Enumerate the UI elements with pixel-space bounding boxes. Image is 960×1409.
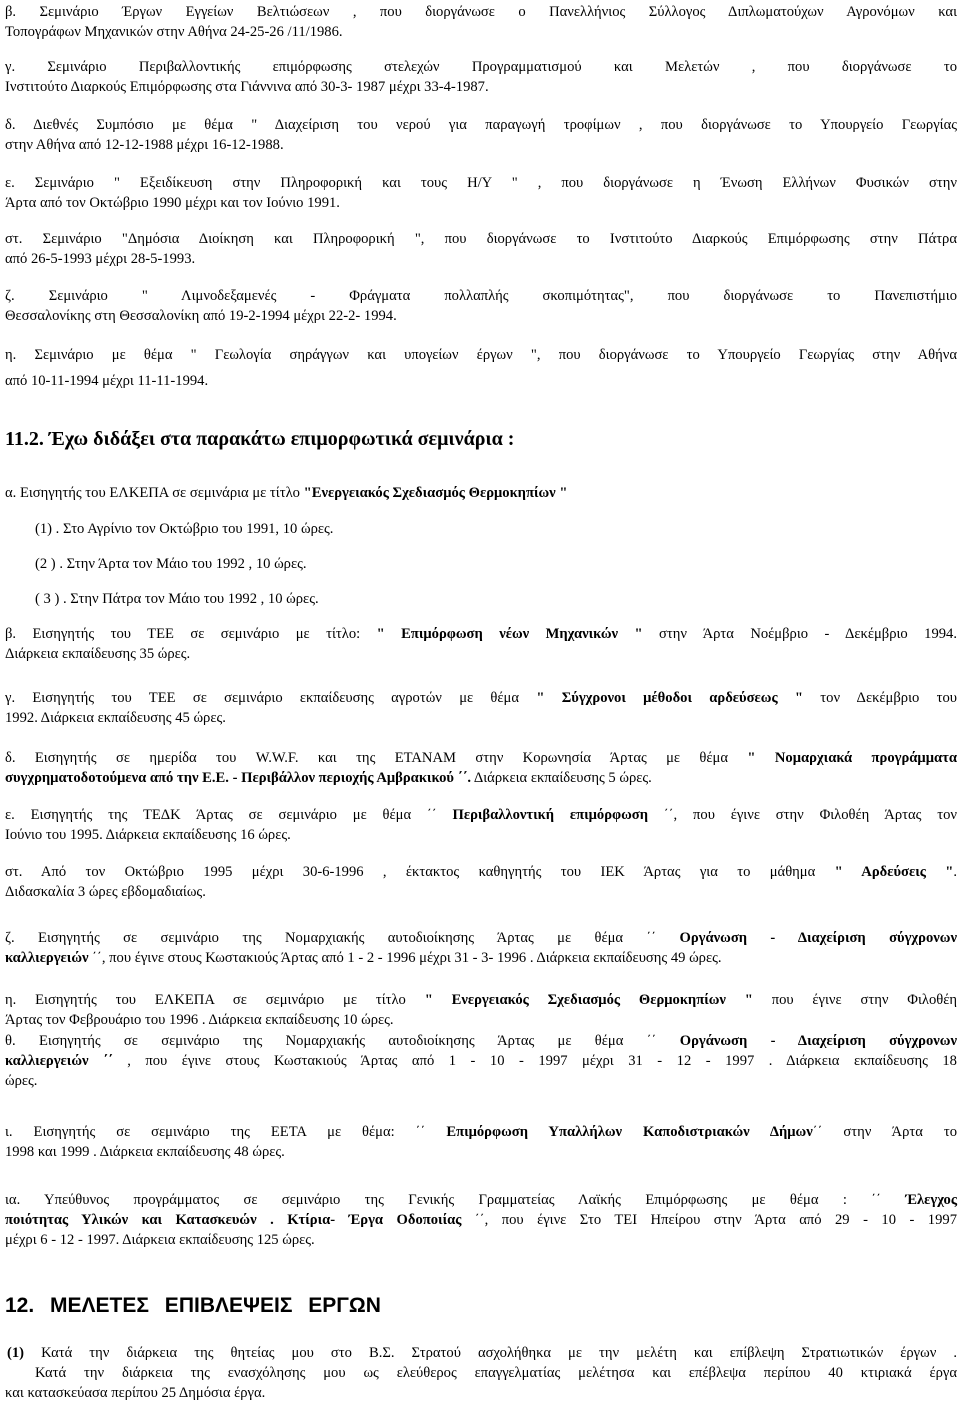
teaching-item-beta: β. Εισηγητής του ΤΕΕ σε σεμινάριο με τίτλο: " Επιμόρφωση νέων Μηχανικών " στην Άρτα Νοέμβριο - Δεκέμβριο 1994. Διάρκεια εκπαίδευσης 35 ώρες.	[5, 626, 957, 662]
teaching-item-delta: δ. Εισηγητής σε ημερίδα του W.W.F. και της ΕΤΑΝΑΜ στην Κορωνησία Άρτας με θέμα " Νομαρχιακά προγράμματα συγχρηματοδοτούμενα από την Ε.Ε. - Περιβάλλον περιοχής Αμβρακικού ΄΄. Διάρκεια εκπαίδευσης 5 ώρες.	[5, 750, 957, 786]
teaching-item-theta: θ. Εισηγητής σε σεμινάριο της Νομαρχιακής αυτοδιοίκησης Άρτας με θέμα ΄΄ Οργάνωση - Διαχείριση σύγχρονων καλλιεργειών ΄΄ , που έγινε στους Κωστακιούς Άρτας από 1 - 10 - 1997 μέχρι 31 - 12 - 1997 . Διάρκεια εκπαίδευσης 18 ώρες.	[5, 1033, 957, 1089]
teaching-item-iota: ι. Εισηγητής σε σεμινάριο της ΕΕΤΑ με θέμα: ΄΄ Επιμόρφωση Υπαλλήλων Καποδιστριακών Δήμων΄΄ στην Άρτα το 1998 και 1999 . Διάρκεια εκπαίδευσης 48 ώρες.	[5, 1124, 957, 1160]
seminar-item-eta: η. Σεμινάριο με θέμα " Γεωλογία σηράγγων και υπογείων έργων ", που διοργάνωσε το Υπουργείο Γεωργίας στην Αθήνα από 10-11-1994 μέχρι 11-11-1994.	[5, 347, 957, 389]
teaching-item-stigma: στ. Από τον Οκτώβριο 1995 μέχρι 30-6-1996 , έκτακτος καθηγητής του ΙΕΚ Άρτας για το μάθημα " Αρδεύσεις ". Διδασκαλία 3 ώρες εβδομαδιαίως.	[5, 864, 957, 900]
seminar-item-gamma: γ. Σεμινάριο Περιβαλλοντικής επιμόρφωσης στελεχών Προγραμματισμού και Μελετών , που διοργάνωσε το Ινστιτούτο Διαρκούς Επιμόρφωσης στα Γιάννινα από 30-3- 1987 μέχρι 33-4-1987.	[5, 59, 957, 95]
teaching-item-alpha: α. Εισηγητής του ΕΛΚΕΠΑ σε σεμινάρια με τίτλο "Ενεργειακός Σχεδιασμός Θερμοκηπίων "	[5, 485, 568, 501]
teaching-sub-item-1: (1) . Στο Αγρίνιο τον Οκτώβριο του 1991, 10 ώρες.	[35, 521, 334, 537]
seminar-item-delta: δ. Διεθνές Συμπόσιο με θέμα " Διαχείριση του νερού για παραγωγή τροφίμων , που διοργάνωσε το Υπουργείο Γεωργίας στην Αθήνα από 12-12-1988 μέχρι 16-12-1988.	[5, 117, 957, 153]
teaching-item-iota-alpha: ια. Υπεύθυνος προγράμματος σε σεμινάριο της Γενικής Γραμματείας Λαϊκής Επιμόρφωσης με θέμα : ΄΄ Έλεγχος ποιότητας Υλικών και Κατασκευών . Κτίρια- Έργα Οδοποιίας ΄΄, που έγινε Στο ΤΕΙ Ηπείρου στην Άρτα από 29 - 10 - 1997 μέχρι 6 - 12 - 1997. Διάρκεια εκπαίδευσης 125 ώρες.	[5, 1192, 957, 1248]
section-11-2-heading: 11.2. Έχω διδάξει στα παρακάτω επιμορφωτικά σεμινάρια :	[5, 428, 515, 450]
studies-item-1: (1) Κατά την διάρκεια της θητείας μου στο Β.Σ. Στρατού ασχολήθηκα με την μελέτη και επίβλεψη Στρατιωτικών έργων . Κατά την διάρκεια της ενασχόλησης μου ως ελεύθερος επαγγελματίας μελέτησα και επέβλεψα περίπου 40 κτιριακά έργα και κατασκεύασα περίπου 25 Δημόσια έργα.	[5, 1345, 957, 1401]
seminar-item-beta: β. Σεμινάριο Έργων Εγγείων Βελτιώσεων , που διοργάνωσε ο Πανελλήνιος Σύλλογος Διπλωματούχων Αγρονόμων και Τοπογράφων Μηχανικών στην Αθήνα 24-25-26 /11/1986.	[5, 4, 957, 40]
seminar-item-stigma: στ. Σεμινάριο "Δημόσια Διοίκηση και Πληροφορική ", που διοργάνωσε το Ινστιτούτο Διαρκούς Επιμόρφωσης στην Πάτρα από 26-5-1993 μέχρι 28-5-1993.	[5, 231, 957, 267]
teaching-item-zeta: ζ. Εισηγητής σε σεμινάριο της Νομαρχιακής αυτοδιοίκησης Άρτας με θέμα ΄΄ Οργάνωση - Διαχείριση σύγχρονων καλλιεργειών ΄΄, που έγινε στους Κωστακιούς Άρτας από 1 - 2 - 1996 μέχρι 31 - 3- 1996 . Διάρκεια εκπαίδευσης 49 ώρες.	[5, 930, 957, 966]
teaching-sub-item-2: (2 ) . Στην Άρτα τον Μάιο του 1992 , 10 ώρες.	[35, 556, 307, 572]
seminar-item-epsilon: ε. Σεμινάριο " Εξειδίκευση στην Πληροφορική και τους Η/Υ " , που διοργάνωσε η Ένωση Ελλήνων Φυσικών στην Άρτα από τον Οκτώβριο 1990 μέχρι και τον Ιούνιο 1991.	[5, 175, 957, 211]
teaching-item-epsilon: ε. Εισηγητής της ΤΕΔΚ Άρτας σε σεμινάριο με θέμα ΄΄ Περιβαλλοντική επιμόρφωση ΄΄, που έγινε στην Φιλοθέη Άρτας τον Ιούνιο του 1995. Διάρκεια εκπαίδευσης 16 ώρες.	[5, 807, 957, 843]
section-12-heading: 12. ΜΕΛΕΤΕΣ ΕΠΙΒΛΕΨΕΙΣ ΕΡΓΩΝ	[5, 1294, 381, 1317]
teaching-sub-item-3: ( 3 ) . Στην Πάτρα τον Μάιο του 1992 , 10 ώρες.	[35, 591, 319, 607]
teaching-item-eta: η. Εισηγητής του ΕΛΚΕΠΑ σε σεμινάριο με τίτλο " Ενεργειακός Σχεδιασμός Θερμοκηπίων " που έγινε στην Φιλοθέη Άρτας τον Φεβρουάριο του 1996 . Διάρκεια εκπαίδευσης 10 ώρες.	[5, 992, 957, 1028]
teaching-item-gamma: γ. Εισηγητής του ΤΕΕ σε σεμινάριο εκπαίδευσης αγροτών με θέμα " Σύγχρονοι μέθοδοι αρδεύσεως " τον Δεκέμβριο του 1992. Διάρκεια εκπαίδευσης 45 ώρες.	[5, 690, 957, 726]
seminar-item-zeta: ζ. Σεμινάριο " Λιμνοδεξαμενές - Φράγματα πολλαπλής σκοπιμότητας", που διοργάνωσε το Πανεπιστήμιο Θεσσαλονίκης στη Θεσσαλονίκη από 19-2-1994 μέχρι 22-2- 1994.	[5, 288, 957, 324]
